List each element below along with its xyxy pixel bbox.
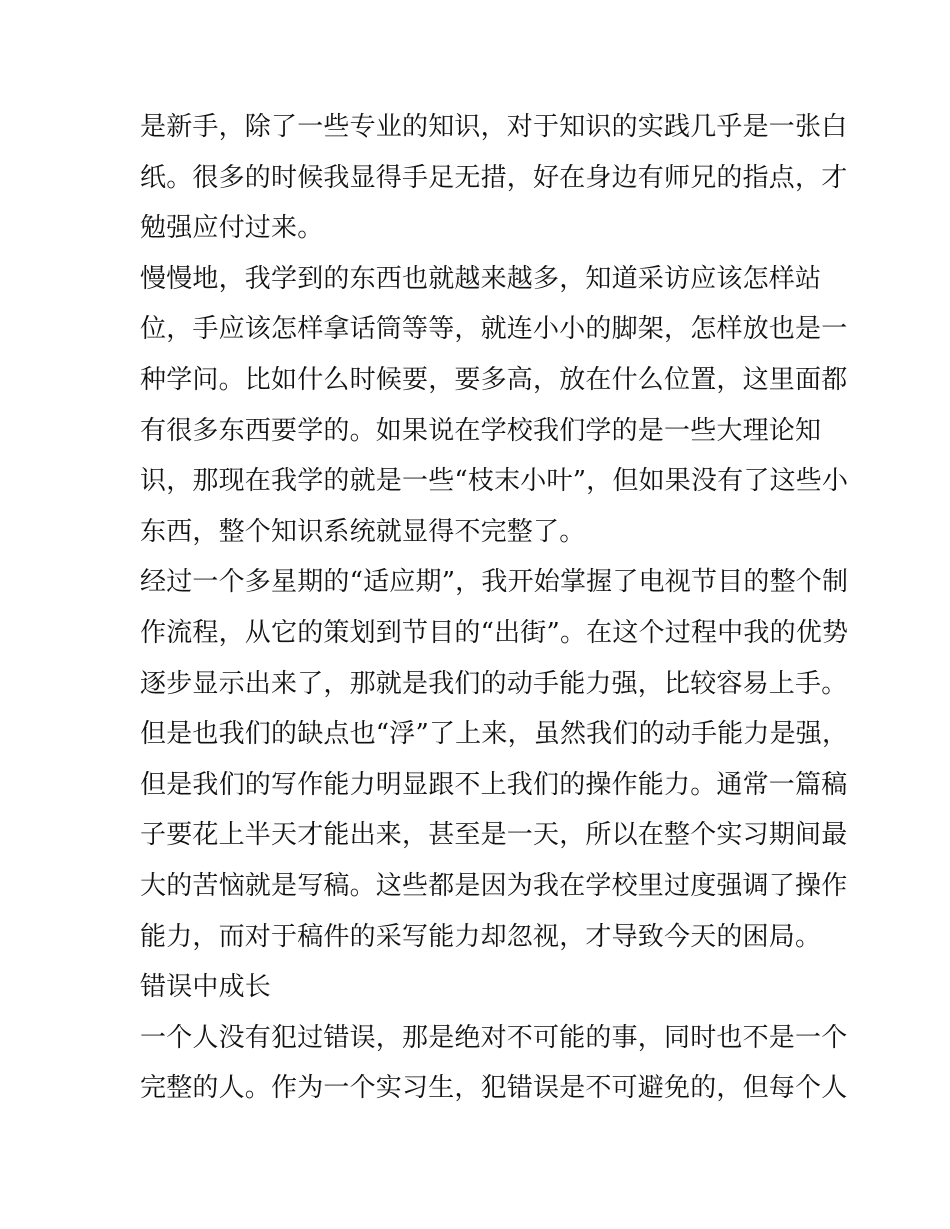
text-line: 完整的人。作为一个实习生，犯错误是不可避免的，但每个人 (140, 1073, 848, 1104)
text-line: 有很多东西要学的。如果说在学校我们学的是一些大理论知 (140, 415, 822, 446)
text-line: 子要花上半天才能出来，甚至是一天，所以在整个实习期间最 (140, 820, 848, 851)
text-line: 一个人没有犯过错误，那是绝对不可能的事，同时也不是一个 (140, 1022, 848, 1053)
text-line: 但是也我们的缺点也“浮”了上来，虽然我们的动手能力是强， (140, 719, 849, 750)
text-line: 逐步显示出来了，那就是我们的动手能力强，比较容易上手。 (140, 668, 848, 699)
text-line: 慢慢地，我学到的东西也就越来越多，知道采访应该怎样站 (140, 263, 822, 294)
text-line: 能力，而对于稿件的采写能力却忽视，才导致今天的困局。 (140, 921, 822, 952)
document-body (140, 102, 849, 1114)
text-line: 大的苦恼就是写稿。这些都是因为我在学校里过度强调了操作 (140, 870, 848, 901)
section-heading: 错误中成长 (140, 972, 272, 1003)
text-line: 但是我们的写作能力明显跟不上我们的操作能力。通常一篇稿 (140, 769, 848, 800)
text-line: 位，手应该怎样拿话筒等等，就连小小的脚架，怎样放也是一 (140, 314, 848, 345)
text-line: 是新手，除了一些专业的知识，对于知识的实践几乎是一张白 (140, 112, 848, 142)
text-line: 识，那现在我学的就是一些“枝末小叶”，但如果没有了这些小 (140, 466, 849, 497)
text-line: 作流程，从它的策划到节目的“出街”。在这个过程中我的优势 (140, 617, 849, 648)
text-line: 勉强应付过来。 (140, 213, 324, 244)
text-line: 种学问。比如什么时候要，要多高，放在什么位置，这里面都 (140, 364, 848, 395)
text-line: 经过一个多星期的“适应期”，我开始掌握了电视节目的整个制 (140, 567, 849, 598)
text-line: 东西，整个知识系统就显得不完整了。 (140, 516, 586, 547)
text-line: 纸。很多的时候我显得手足无措，好在身边有师兄的指点，才 (140, 162, 848, 193)
